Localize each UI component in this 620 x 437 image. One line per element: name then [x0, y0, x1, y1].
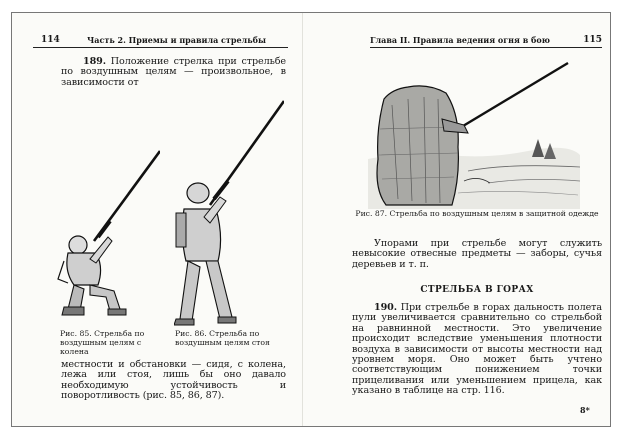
rests-paragraph: Упорами при стрельбе могут служить невысокие отвесные предметы — заборы, сучья деревьев и т. п.	[352, 238, 602, 270]
right-page	[308, 13, 610, 426]
right-running-head: Глава II. Правила ведения огня в бою	[370, 35, 550, 45]
paragraph-190	[352, 303, 602, 397]
figure-85-caption: Рис. 85. Стрельба по воздушным целям с колена	[60, 329, 145, 357]
left-page-header	[33, 35, 288, 48]
paragraph-189-text: Положение стрелка при стрельбе по воздушным целям — произвольное, в зависимости от	[61, 56, 286, 88]
figure-86-standing-soldier	[174, 97, 284, 337]
paragraph-189-continuation: местности и обстановки — сидя, с колена, лежа или стоя, лишь бы оно давало необходимую устойчивость и поворотливость (рис. 85, 86, 87).	[61, 359, 286, 402]
paragraph-189	[61, 57, 286, 88]
figure-85-kneeling-soldier	[50, 149, 160, 319]
paragraph-189-number: 189.	[83, 56, 106, 67]
paragraph-190-number: 190.	[374, 302, 397, 313]
figure-87-soldier-in-protective-clothing	[368, 59, 580, 209]
left-page	[12, 13, 298, 426]
book-spread	[11, 12, 611, 427]
printer-signature-mark: 8*	[580, 405, 590, 415]
section-heading-mountains: СТРЕЛЬБА В ГОРАХ	[420, 285, 534, 295]
paragraph-190-text: При стрельбе в горах дальность полета пули увеличивается сравнительно со стрельбой на равнинной местности. Это увеличение происходит вследствие уменьшения плотности воздуха в зависимости от высоты местности над уровнем моря. Оно может быть учтено соответствующим понижением точки прицеливания или уменьшением прицела, как указано в таблице на стр. 116.	[352, 302, 602, 397]
left-running-head: Часть 2. Приемы и правила стрельбы	[87, 35, 266, 45]
figure-87-caption: Рис. 87. Стрельба по воздушным целям в защитной одежде	[355, 209, 599, 218]
left-page-number: 114	[41, 35, 60, 45]
gutter	[302, 13, 303, 426]
right-page-number: 115	[583, 35, 602, 45]
figure-86-caption: Рис. 86. Стрельба по воздушным целям стоя	[175, 329, 270, 348]
right-page-header	[370, 35, 602, 48]
